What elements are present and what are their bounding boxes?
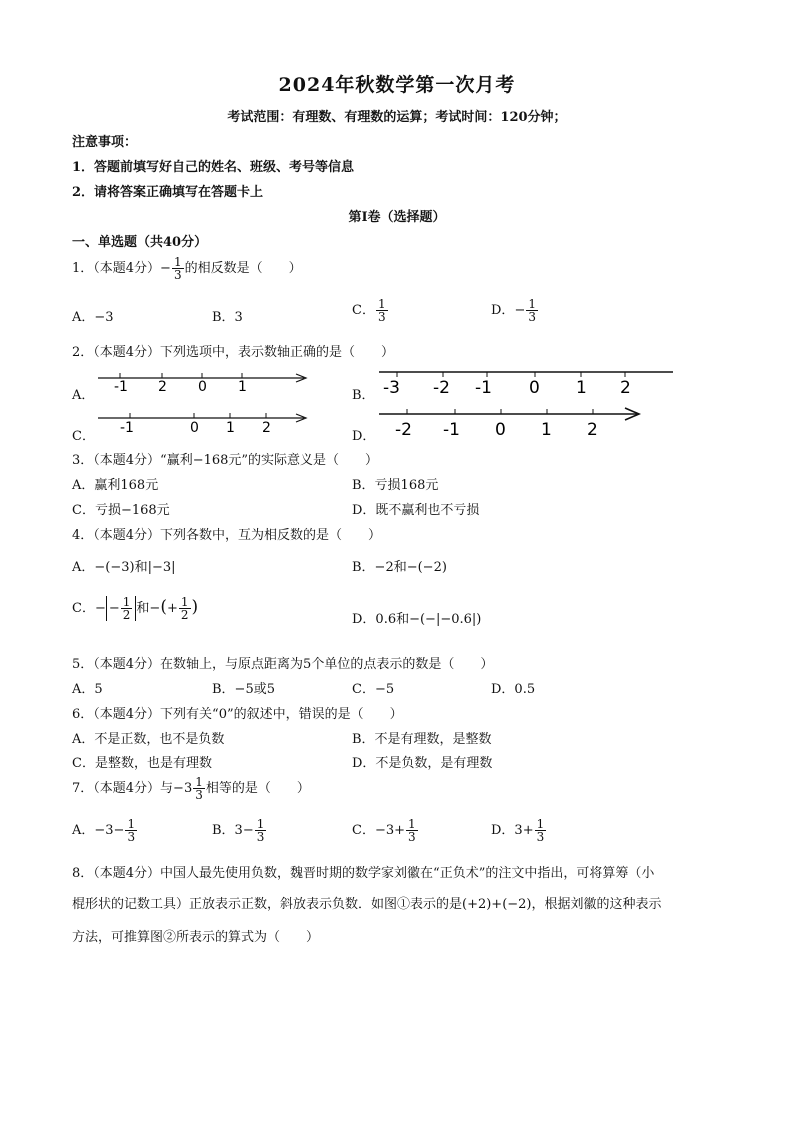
option-d: D．0.5 — [491, 682, 536, 697]
tick-label: -2 — [433, 378, 450, 396]
section-heading: 一、单选题（共40分） — [72, 235, 208, 250]
question-1: 1．（本题4分）− $\frac{1}{3}$ 的相反数是（ ） — [72, 255, 302, 282]
question-3: 3．（本题4分）“赢利−168元”的实际意义是（ ） — [72, 453, 379, 468]
option-b: B．−2和−(−2) — [352, 560, 447, 575]
option-b: B．亏损168元 — [352, 478, 439, 493]
tick-label: 0 — [198, 379, 207, 392]
tick-label: 2 — [262, 420, 271, 434]
option-b: B．不是有理数，是整数 — [352, 732, 492, 747]
tick-label: 2 — [587, 420, 598, 438]
option-d: D． — [352, 429, 376, 444]
option-a: A． — [72, 388, 95, 403]
notes-heading: 注意事项： — [72, 135, 138, 150]
tick-label: -3 — [383, 378, 400, 396]
option-c: C．−3+ $\frac{1}{3}$ — [352, 817, 416, 844]
option-d: D．0.6和−(−|−0.6|) — [352, 612, 482, 627]
question-8-line: 8．（本题4分）中国人最先使用负数，魏晋时期的数学家刘徽在“正负术”的注文中指出，可将算筹（小 — [72, 866, 655, 881]
option-a: A．赢利168元 — [72, 478, 159, 493]
option-c: C．是整数，也是有理数 — [72, 756, 212, 771]
tick-label: 2 — [620, 378, 631, 396]
tick-label: -1 — [443, 420, 460, 438]
option-b: B． — [352, 388, 375, 403]
question-8-line: 棍形状的记数工具）正放表示正数，斜放表示负数．如图①表示的是(+2)+(−2)，根据刘徽的这种表示 — [72, 897, 662, 912]
tick-label: 0 — [529, 378, 540, 396]
number-line-a — [90, 364, 310, 392]
tick-label: -1 — [114, 379, 128, 392]
tick-label: 2 — [158, 379, 167, 392]
fraction: $\frac{1}{3}$ — [173, 255, 182, 282]
option-b: B．3 — [212, 310, 243, 325]
option-d: D．− $\frac{1}{3}$ — [491, 297, 536, 324]
tick-label: 1 — [541, 420, 552, 438]
tick-label: 0 — [495, 420, 506, 438]
question-7: 7．（本题4分）与−3 $\frac{1}{3}$ 相等的是（ ） — [72, 775, 310, 802]
part-heading: 第Ⅰ卷（选择题） — [348, 210, 446, 225]
option-c: C．− − $\frac{1}{2}$ 和−(+ $\frac{1}{2}$ ) — [72, 595, 199, 622]
question-8-line: 方法，可推算图②所表示的算式为（ ） — [72, 930, 320, 945]
option-a: A．−(−3)和|−3| — [72, 560, 176, 575]
option-a: A．不是正数，也不是负数 — [72, 732, 225, 747]
option-c: C．亏损−168元 — [72, 503, 170, 518]
option-c: C． $\frac{1}{3}$ — [352, 297, 386, 324]
tick-label: -2 — [395, 420, 412, 438]
number-line-b — [375, 364, 680, 396]
note-item: 1．答题前填写好自己的姓名、班级、考号等信息 — [72, 160, 355, 175]
tick-label: 1 — [238, 379, 247, 392]
tick-label: 1 — [226, 420, 235, 434]
tick-label: 1 — [576, 378, 587, 396]
tick-label: -1 — [120, 420, 134, 434]
option-a: A．−3− $\frac{1}{3}$ — [72, 817, 136, 844]
option-d: D．既不赢利也不亏损 — [352, 503, 480, 518]
option-d: D．3+ $\frac{1}{3}$ — [491, 817, 545, 844]
option-a: A．5 — [72, 682, 103, 697]
tick-label: -1 — [475, 378, 492, 396]
option-c: C．−5 — [352, 682, 395, 697]
number-line-d — [375, 404, 645, 438]
option-d: D．不是负数，是有理数 — [352, 756, 493, 771]
exam-info: 考试范围：有理数、有理数的运算；考试时间：120分钟； — [227, 110, 567, 125]
question-6: 6．（本题4分）下列有关“0”的叙述中，错误的是（ ） — [72, 707, 403, 722]
question-4: 4．（本题4分）下列各数中，互为相反数的是（ ） — [72, 528, 382, 543]
question-2: 2．（本题4分）下列选项中，表示数轴正确的是（ ） — [72, 345, 395, 360]
option-b: B．−5或5 — [212, 682, 275, 697]
note-item: 2．请将答案正确填写在答题卡上 — [72, 185, 264, 200]
option-a: A．−3 — [72, 310, 114, 325]
tick-label: 0 — [190, 420, 199, 434]
question-5: 5．（本题4分）在数轴上，与原点距离为5个单位的点表示的数是（ ） — [72, 657, 494, 672]
option-c: C． — [72, 429, 95, 444]
option-b: B．3− $\frac{1}{3}$ — [212, 817, 265, 844]
number-line-c — [90, 406, 310, 434]
page-title: 2024年秋数学第一次月考 — [278, 74, 516, 96]
